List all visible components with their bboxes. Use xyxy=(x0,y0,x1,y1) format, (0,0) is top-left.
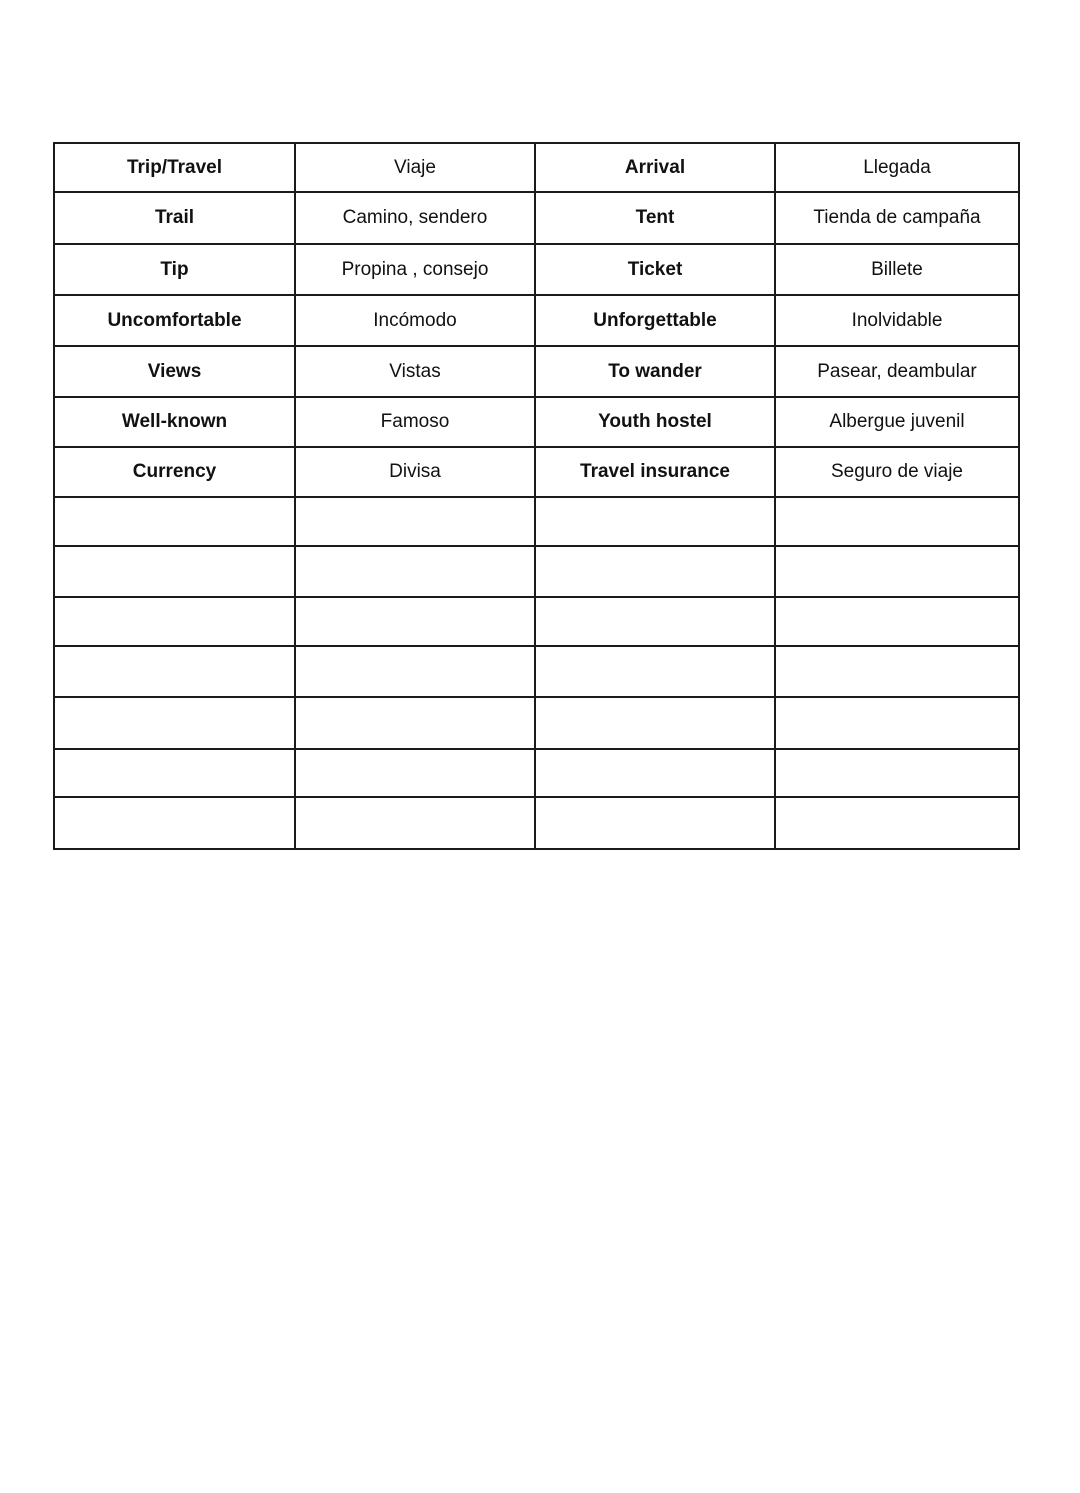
spanish-translation-cell: Pasear, deambular xyxy=(775,346,1019,397)
spanish-translation-cell: Seguro de viaje xyxy=(775,447,1019,497)
english-word-cell: Youth hostel xyxy=(535,397,775,447)
spanish-translation-cell: Vistas xyxy=(295,346,535,397)
english-word-cell: Travel insurance xyxy=(535,447,775,497)
english-word-cell xyxy=(54,697,295,749)
english-word-cell xyxy=(535,497,775,546)
spanish-translation-cell xyxy=(295,646,535,697)
table-row xyxy=(54,346,1019,397)
english-word-cell: Well-known xyxy=(54,397,295,447)
table-row xyxy=(54,244,1019,295)
english-word-cell xyxy=(535,646,775,697)
english-word-cell: Arrival xyxy=(535,143,775,192)
spanish-translation-cell xyxy=(775,697,1019,749)
spanish-translation-cell xyxy=(775,749,1019,797)
spanish-translation-cell: Divisa xyxy=(295,447,535,497)
english-word-cell: Ticket xyxy=(535,244,775,295)
spanish-translation-cell xyxy=(775,546,1019,597)
english-word-cell: Tent xyxy=(535,192,775,244)
spanish-translation-cell: Propina , consejo xyxy=(295,244,535,295)
table-row xyxy=(54,697,1019,749)
table-row xyxy=(54,797,1019,849)
english-word-cell: To wander xyxy=(535,346,775,397)
english-word-cell: Trail xyxy=(54,192,295,244)
english-word-cell xyxy=(54,546,295,597)
table-row xyxy=(54,192,1019,244)
english-word-cell: Views xyxy=(54,346,295,397)
english-word-cell xyxy=(54,749,295,797)
spanish-translation-cell xyxy=(295,797,535,849)
spanish-translation-cell: Billete xyxy=(775,244,1019,295)
table-row xyxy=(54,646,1019,697)
table-row xyxy=(54,749,1019,797)
english-word-cell xyxy=(54,497,295,546)
spanish-translation-cell: Llegada xyxy=(775,143,1019,192)
spanish-translation-cell xyxy=(295,597,535,646)
spanish-translation-cell xyxy=(775,597,1019,646)
spanish-translation-cell: Albergue juvenil xyxy=(775,397,1019,447)
vocabulary-table xyxy=(53,142,1020,850)
english-word-cell xyxy=(535,749,775,797)
spanish-translation-cell: Famoso xyxy=(295,397,535,447)
english-word-cell: Currency xyxy=(54,447,295,497)
table-row xyxy=(54,397,1019,447)
spanish-translation-cell: Inolvidable xyxy=(775,295,1019,346)
spanish-translation-cell xyxy=(295,749,535,797)
spanish-translation-cell xyxy=(775,797,1019,849)
table-row xyxy=(54,546,1019,597)
english-word-cell xyxy=(535,697,775,749)
table-row xyxy=(54,497,1019,546)
table-row xyxy=(54,447,1019,497)
english-word-cell: Unforgettable xyxy=(535,295,775,346)
spanish-translation-cell: Viaje xyxy=(295,143,535,192)
table-row xyxy=(54,295,1019,346)
english-word-cell: Tip xyxy=(54,244,295,295)
english-word-cell: Uncomfortable xyxy=(54,295,295,346)
table-row xyxy=(54,597,1019,646)
english-word-cell xyxy=(535,797,775,849)
spanish-translation-cell: Camino, sendero xyxy=(295,192,535,244)
english-word-cell xyxy=(535,597,775,646)
spanish-translation-cell: Tienda de campaña xyxy=(775,192,1019,244)
english-word-cell xyxy=(54,797,295,849)
spanish-translation-cell: Incómodo xyxy=(295,295,535,346)
spanish-translation-cell xyxy=(295,497,535,546)
spanish-translation-cell xyxy=(295,697,535,749)
spanish-translation-cell xyxy=(775,646,1019,697)
english-word-cell xyxy=(54,646,295,697)
english-word-cell: Trip/Travel xyxy=(54,143,295,192)
english-word-cell xyxy=(54,597,295,646)
table-row xyxy=(54,143,1019,192)
spanish-translation-cell xyxy=(775,497,1019,546)
spanish-translation-cell xyxy=(295,546,535,597)
english-word-cell xyxy=(535,546,775,597)
vocabulary-table-body xyxy=(54,143,1019,849)
